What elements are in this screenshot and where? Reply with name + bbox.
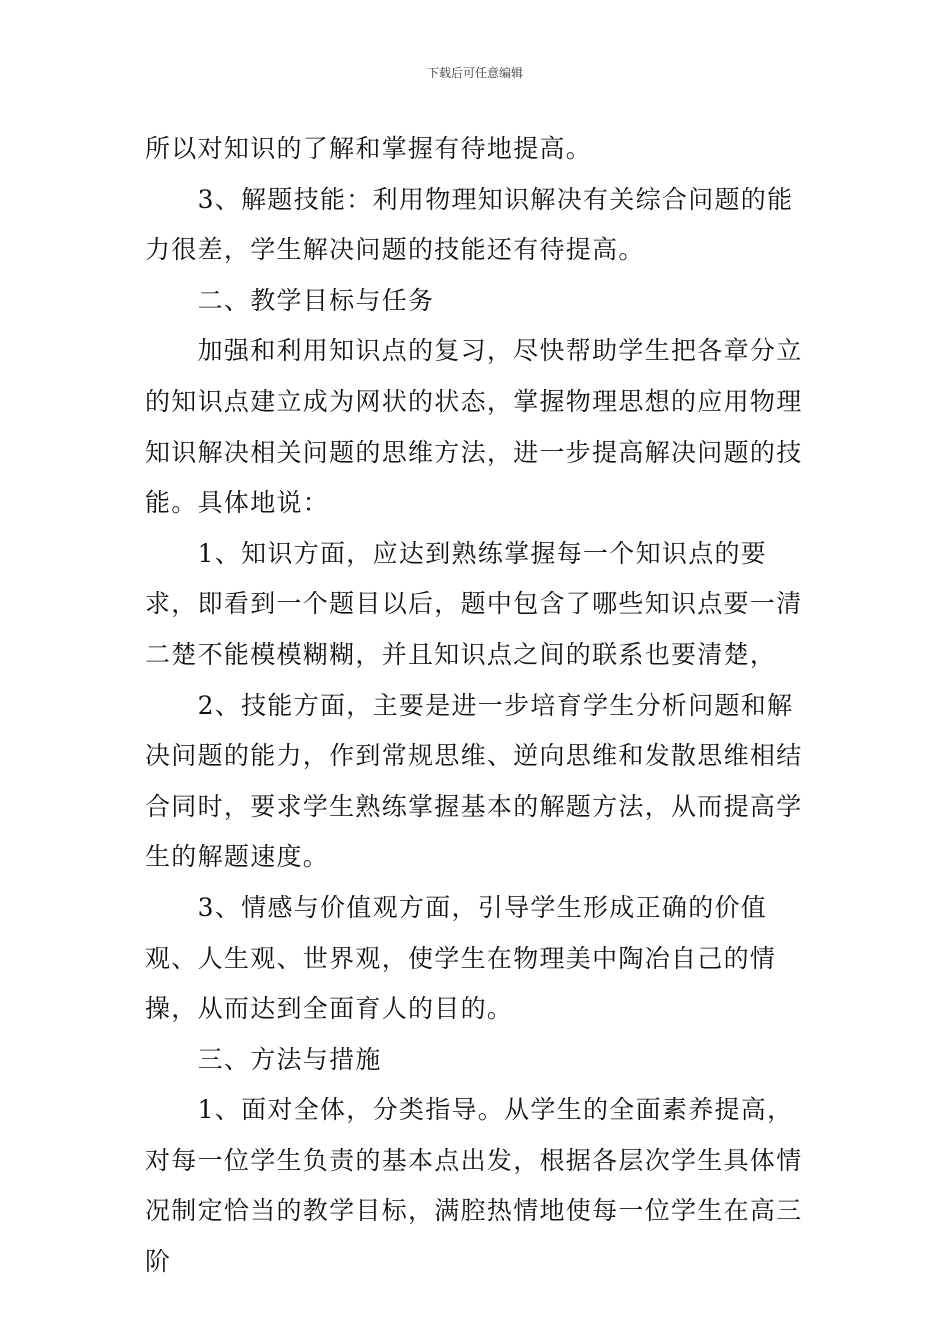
paragraph: 3、情感与价值观方面，引导学生形成正确的价值观、人生观、世界观，使学生在物理美中陶冶自己的情操，从而达到全面育人的目的。 <box>145 892 777 1024</box>
document-body <box>145 124 807 1288</box>
page-header: 下载后可任意编辑 <box>426 66 523 80</box>
paragraph: 3、解题技能：利用物理知识解决有关综合问题的能力很差，学生解决问题的技能还有待提高。 <box>145 184 794 265</box>
paragraph: 1、面对全体，分类指导。从学生的全面素养提高，对每一位学生负责的基本点出发，根据各层次学生具体情况制定恰当的教学目标，满腔热情地使每一位学生在高三阶 <box>145 1095 803 1277</box>
paragraph: 加强和利用知识点的复习，尽快帮助学生把各章分立的知识点建立成为网状的状态，掌握物理思想的应用物理知识解决相关问题的思维方法，进一步提高解决问题的技能。具体地说： <box>145 336 803 518</box>
paragraph: 2、技能方面，主要是进一步培育学生分析问题和解决问题的能力，作到常规思维、逆向思维和发散思维相结合同时，要求学生熟练掌握基本的解题方法，从而提高学生的解题速度。 <box>145 690 803 872</box>
section-heading: 二、教学目标与任务 <box>145 285 435 315</box>
paragraph: 1、知识方面，应达到熟练掌握每一个知识点的要求，即看到一个题目以后，题中包含了哪些知识点要一清二楚不能模模糊糊，并且知识点之间的联系也要清楚， <box>145 538 803 669</box>
paragraph: 所以对知识的了解和掌握有待地提高。 <box>145 134 593 163</box>
section-heading: 三、方法与措施 <box>145 1044 382 1074</box>
